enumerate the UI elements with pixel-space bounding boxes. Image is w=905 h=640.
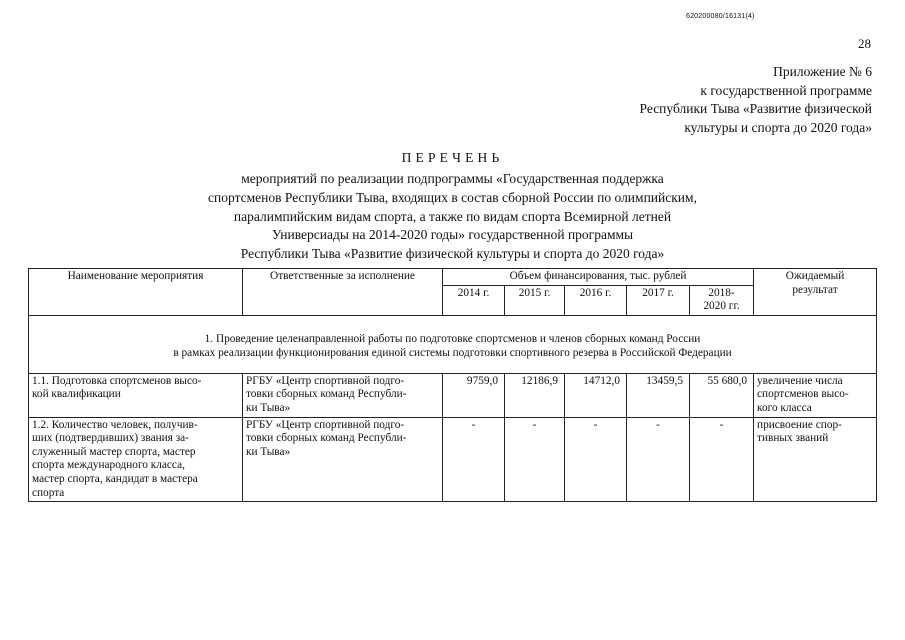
section-title: 1. Проведение целенаправленной работы по подготовке спортсменов и членов сборных команд России в рамках реализации функционирования единой системы подготовки спортивного резерва в Российской Федерации — [29, 315, 877, 373]
document-code: 620200080/16131(4) — [686, 13, 755, 20]
row-responsible: РГБУ «Центр спортивной подго- товки сборных команд Республи- ки Тыва» — [243, 417, 443, 502]
row-value: 55 680,0 — [690, 373, 754, 417]
header-result: Ожидаемый результат — [754, 269, 877, 316]
row-value: - — [565, 417, 627, 502]
appendix-line: культуры и спорта до 2020 года» — [684, 119, 872, 135]
document-subtitle — [0, 170, 905, 264]
row-value: - — [627, 417, 690, 502]
header-year: 2014 г. — [443, 285, 505, 315]
row-value: 13459,5 — [627, 373, 690, 417]
row-value: - — [443, 417, 505, 502]
header-year: 2016 г. — [565, 285, 627, 315]
appendix-line: к государственной программе — [700, 82, 872, 98]
subtitle-line: мероприятий по реализации подпрограммы «Государственная поддержка — [241, 171, 664, 186]
row-value: 9759,0 — [443, 373, 505, 417]
appendix-line: Республики Тыва «Развитие физической — [639, 101, 872, 116]
row-result: присвоение спор- тивных званий — [754, 417, 877, 502]
header-responsible: Ответственные за исполнение — [243, 269, 443, 316]
subtitle-line: Республики Тыва «Развитие физической культуры и спорта до 2020 года» — [240, 246, 665, 262]
row-value: 12186,9 — [505, 373, 565, 417]
subtitle-line: Универсиады на 2014-2020 годы» государственной программы — [271, 227, 634, 243]
header-year: 2015 г. — [505, 285, 565, 315]
row-value: - — [505, 417, 565, 502]
header-year: 2017 г. — [627, 285, 690, 315]
header-year: 2018- 2020 гг. — [690, 285, 754, 315]
row-responsible: РГБУ «Центр спортивной подго- товки сборных команд Республи- ки Тыва» — [243, 373, 443, 417]
document-title: ПЕРЕЧЕНЬ — [401, 150, 504, 165]
subtitle-line: спортсменов Республики Тыва, входящих в состав сборной России по олимпийским, — [208, 189, 697, 205]
page-number: 28 — [858, 36, 871, 51]
subtitle-line: паралимпийским видам спорта, а также по видам спорта Всемирной летней — [233, 208, 672, 224]
section-row — [29, 315, 877, 373]
header-name: Наименование мероприятия — [29, 269, 243, 316]
row-name: 1.2. Количество человек, получив- ших (подтвердивших) звания за- служенный мастер спорта, мастер спорта международного класса, мастер спорта, кандидат в мастера спорта — [29, 417, 243, 502]
table-header-row — [29, 269, 877, 286]
row-result: увеличение числа спортсменов высо- кого класса — [754, 373, 877, 417]
activities-table — [28, 268, 877, 502]
table-row — [29, 417, 877, 502]
table-row — [29, 373, 877, 417]
row-value: - — [690, 417, 754, 502]
row-name: 1.1. Подготовка спортсменов высо- кой квалификации — [29, 373, 243, 417]
appendix-line: Приложение № 6 — [773, 64, 872, 79]
header-funding: Объем финансирования, тыс. рублей — [443, 269, 754, 286]
row-value: 14712,0 — [565, 373, 627, 417]
appendix-header — [552, 63, 872, 137]
